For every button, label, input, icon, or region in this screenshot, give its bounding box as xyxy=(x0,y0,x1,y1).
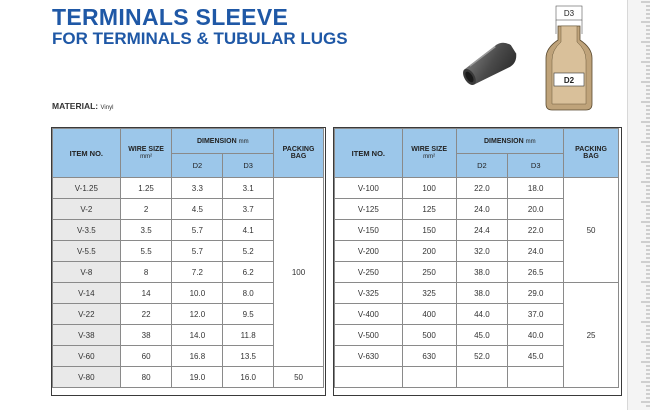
dimension-unit: mm xyxy=(525,138,536,145)
col-dimension xyxy=(172,129,274,154)
table-cell: V-1.25 xyxy=(53,178,121,199)
table-cell: 4.5 xyxy=(172,199,223,220)
table-cell: V-14 xyxy=(53,283,121,304)
table-cell: 14 xyxy=(120,283,172,304)
col-packing xyxy=(564,129,619,178)
table-row xyxy=(53,178,324,199)
table-cell: V-5.5 xyxy=(53,241,121,262)
col-d2: D2 xyxy=(172,154,223,178)
table-cell: V-80 xyxy=(53,367,121,388)
page-subtitle: FOR TERMINALS & TUBULAR LUGS xyxy=(52,29,348,48)
table-cell: 38 xyxy=(120,325,172,346)
table-cell: 5.7 xyxy=(172,241,223,262)
table-cell: 125 xyxy=(402,199,456,220)
table-cell: V-500 xyxy=(335,325,403,346)
packing-cell: 50 xyxy=(564,178,619,283)
wire-size-unit: mm² xyxy=(140,154,153,160)
table-cell: 200 xyxy=(402,241,456,262)
table-cell: 44.0 xyxy=(456,304,508,325)
table-cell: 8 xyxy=(120,262,172,283)
table-cell xyxy=(456,367,508,388)
packing-cell: 25 xyxy=(564,283,619,388)
col-d3: D3 xyxy=(508,154,564,178)
col-wire-size xyxy=(120,129,172,178)
table-cell: 8.0 xyxy=(223,283,274,304)
table-cell: 5.5 xyxy=(120,241,172,262)
table-cell: 18.0 xyxy=(508,178,564,199)
table-cell: 16.8 xyxy=(172,346,223,367)
material-label: MATERIAL: xyxy=(52,101,99,111)
table-cell: V-250 xyxy=(335,262,403,283)
packing-unit: BAG xyxy=(290,153,307,160)
table-cell: 12.0 xyxy=(172,304,223,325)
table-cell: 11.8 xyxy=(223,325,274,346)
dimension-unit: mm xyxy=(238,138,249,145)
table-cell: 150 xyxy=(402,220,456,241)
table-cell: 4.1 xyxy=(223,220,274,241)
table-row xyxy=(335,283,619,304)
table-cell: 400 xyxy=(402,304,456,325)
table-cell: 2 xyxy=(120,199,172,220)
sleeve-product-image xyxy=(452,28,532,94)
table-cell: 6.2 xyxy=(223,262,274,283)
packing-label: PACKING xyxy=(575,146,607,153)
material-value: Vinyl xyxy=(100,105,114,111)
table-cell: V-2 xyxy=(53,199,121,220)
table-cell: V-325 xyxy=(335,283,403,304)
table-cell: 19.0 xyxy=(172,367,223,388)
col-d3: D3 xyxy=(223,154,274,178)
table-cell: 325 xyxy=(402,283,456,304)
table-cell: 38.0 xyxy=(456,262,508,283)
table-cell xyxy=(335,367,403,388)
table-cell: 24.0 xyxy=(456,199,508,220)
table-cell: 22.0 xyxy=(456,178,508,199)
table-cell: 13.5 xyxy=(223,346,274,367)
wire-size-unit: mm² xyxy=(423,154,436,160)
table-cell: 45.0 xyxy=(508,346,564,367)
table-row xyxy=(335,178,619,199)
table-cell: V-100 xyxy=(335,178,403,199)
col-dimension xyxy=(456,129,564,154)
dimension-label: DIMENSION xyxy=(483,137,524,145)
table-cell: 37.0 xyxy=(508,304,564,325)
wire-size-label: WIRE SIZE xyxy=(128,146,164,153)
table-cell: 16.0 xyxy=(223,367,274,388)
table-cell: V-150 xyxy=(335,220,403,241)
terminal-sleeve-table-right xyxy=(334,128,619,388)
table-cell: V-22 xyxy=(53,304,121,325)
table-cell: V-400 xyxy=(335,304,403,325)
table-cell: 29.0 xyxy=(508,283,564,304)
col-item-no: ITEM NO. xyxy=(53,129,121,178)
table-cell: 3.3 xyxy=(172,178,223,199)
packing-unit: BAG xyxy=(583,153,599,160)
table-cell: 26.5 xyxy=(508,262,564,283)
d3-label: D3 xyxy=(563,9,575,18)
col-item-no: ITEM NO. xyxy=(335,129,403,178)
terminal-sleeve-table-left xyxy=(52,128,324,388)
table-cell: 10.0 xyxy=(172,283,223,304)
table-cell: 5.7 xyxy=(172,220,223,241)
table-cell: 14.0 xyxy=(172,325,223,346)
col-packing xyxy=(274,129,324,178)
table-cell: V-60 xyxy=(53,346,121,367)
table-cell: V-38 xyxy=(53,325,121,346)
table-cell: 22.0 xyxy=(508,220,564,241)
table-cell: 7.2 xyxy=(172,262,223,283)
table-cell xyxy=(402,367,456,388)
table-cell: 52.0 xyxy=(456,346,508,367)
table-cell: 22 xyxy=(120,304,172,325)
table-row xyxy=(53,367,324,388)
table-cell: V-630 xyxy=(335,346,403,367)
table-cell: 500 xyxy=(402,325,456,346)
table-cell: V-125 xyxy=(335,199,403,220)
dimension-label: DIMENSION xyxy=(196,137,237,145)
table-cell: V-8 xyxy=(53,262,121,283)
table-cell: 24.0 xyxy=(508,241,564,262)
table-cell: 24.4 xyxy=(456,220,508,241)
packing-cell: 50 xyxy=(274,367,324,388)
table-cell: 40.0 xyxy=(508,325,564,346)
side-ruler xyxy=(627,0,650,410)
table-cell: 1.25 xyxy=(120,178,172,199)
table-cell: 45.0 xyxy=(456,325,508,346)
table-cell: 60 xyxy=(120,346,172,367)
table-cell: 9.5 xyxy=(223,304,274,325)
material-line xyxy=(52,101,113,111)
packing-cell: 100 xyxy=(274,178,324,367)
sleeve-dimension-drawing xyxy=(536,4,606,114)
table-cell: 630 xyxy=(402,346,456,367)
table-cell xyxy=(508,367,564,388)
table-cell: V-3.5 xyxy=(53,220,121,241)
table-cell: 32.0 xyxy=(456,241,508,262)
col-wire-size xyxy=(402,129,456,178)
table-cell: V-200 xyxy=(335,241,403,262)
table-cell: 80 xyxy=(120,367,172,388)
table-cell: 250 xyxy=(402,262,456,283)
table-cell: 38.0 xyxy=(456,283,508,304)
packing-label: PACKING xyxy=(282,146,315,153)
table-cell: 100 xyxy=(402,178,456,199)
table-cell: 5.2 xyxy=(223,241,274,262)
wire-size-label: WIRE SIZE xyxy=(411,146,447,153)
table-cell: 3.7 xyxy=(223,199,274,220)
table-cell: 3.1 xyxy=(223,178,274,199)
d2-label: D2 xyxy=(563,76,575,85)
col-d2: D2 xyxy=(456,154,508,178)
table-cell: 3.5 xyxy=(120,220,172,241)
page-title: TERMINALS SLEEVE xyxy=(52,4,289,30)
table-cell: 20.0 xyxy=(508,199,564,220)
